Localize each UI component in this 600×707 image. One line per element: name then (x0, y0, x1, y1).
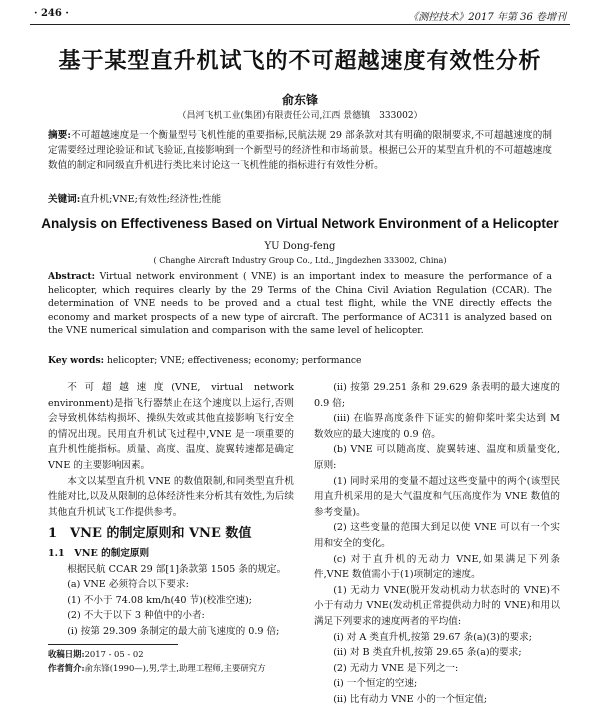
clause-a2-ii: (ii) 按第 29.251 条和 29.629 条表明的最大速度的 0.9 倍; (314, 382, 560, 409)
bio-text: 俞东锋(1990—),男,学士,助理工程师,主要研究方 (84, 663, 266, 673)
clause-c2-i: (i) 一个恒定的空速; (333, 678, 418, 690)
clause-a2-i: (i) 按第 29.309 条制定的最大前飞速度的 0.9 倍; (67, 625, 280, 637)
author-chinese: 俞东锋 (281, 93, 318, 107)
clause-c: (c) 对于直升机的无动力 VNE,如果满足下列条件,VNE 数值需小于(1)项制定的速度。 (314, 553, 560, 581)
keywords-label-cn: 关键词: (48, 194, 81, 205)
title-chinese: 基于某型直升机试飞的不可超越速度有效性分析 (58, 48, 542, 74)
abstract-english (48, 270, 552, 338)
keywords-text-en: helicopter; VNE; effectiveness; economy; performance (106, 355, 362, 366)
clause-b1: (1) 同时采用的变量不超过这些变量中的两个(该型民用直升机采用的是大气温度和气压高度作为 VNE 数值的参考变量)。 (314, 475, 560, 518)
clause-b2: (2) 这些变量的范围大到足以使 VNE 可以有一个实用和安全的变化。 (314, 522, 560, 549)
keywords-text-cn: 直升机;VNE;有效性;经济性;性能 (80, 194, 222, 205)
clause-a: (a) VNE 必须符合以下要求: (67, 579, 189, 591)
abstract-label-en: Abstract: (48, 271, 95, 282)
affiliation-chinese: （昌河飞机工业(集团)有限责任公司,江西 景德镇 333002） (177, 111, 423, 121)
footnote-divider (48, 644, 178, 645)
intro-paragraph-2: 本文以某型直升机 VNE 的数值限制,和同类型直升机性能对比,以及从限制的总体经济性来分析其有效性,为后续其他直升机试飞工作提供参考。 (48, 475, 294, 518)
abstract-text-en: Virtual network environment ( VNE) is an important index to measure the performance of a helicopter, which requires clearly by the 29 Terms of the China Civil Aviation Regulation (CCAR). The determination of VNE needs to be proved and a ctual test flight, while the VNE directly effects the economy and market prospects of a new type of aircraft. The performance of AC311 is analyzed based on the VNE numerical simulation and comparison with the same level of helicopter. (48, 271, 553, 336)
clause-c2-ii: (ii) 比有动力 VNE 小的一个恒定值; (333, 693, 488, 705)
received-label: 收稿日期: (48, 649, 85, 659)
clause-a2-iii: (iii) 在临界高度条件下证实的俯仰桨叶桨尖达到 M 数效应的最大速度的 0.9 倍。 (314, 413, 560, 440)
section-heading-1: 1 VNE 的制定原则和 VNE 数值 (48, 526, 252, 542)
abstract-chinese (48, 128, 552, 173)
body-paragraph: 根据民航 CCAR 29 部[1]条款第 1505 条的规定。 (67, 563, 287, 575)
bio-label: 作者简介: (48, 663, 85, 673)
abstract-text-cn: 不可超越速度是一个衡量型号飞机性能的重要指标,民航法规 29 部条款对其有明确的限制要求,不可超越速度的制定需要经过理论验证和试飞验证,直接影响到一个新型号的经济性和市场前景。根据已公开的某型直升机的不可超越速度数值的制定和同级直升机进行类比来讨论这一飞机性能的指标进行有效性分析。 (48, 130, 553, 171)
journal-name: 《测控技术》2017 年第 36 卷增刊 (408, 12, 566, 23)
author-english: YU Dong-feng (264, 241, 336, 252)
body-column-left (48, 380, 294, 640)
keywords-chinese (48, 191, 552, 205)
clause-c2: (2) 无动力 VNE 是下列之一: (333, 662, 459, 674)
abstract-label-cn: 摘要: (48, 130, 71, 141)
body-column-right (314, 380, 560, 707)
running-header (30, 8, 570, 25)
affiliation-english: ( Changhe Aircraft Industry Group Co., Ltd., Jingdezhen 333002, China) (153, 256, 447, 265)
footnote-received (48, 648, 294, 661)
clause-c1: (1) 无动力 VNE(脱开发动机动力状态时的 VNE)不小于有动力 VNE(发动机正常提供动力时的 VNE)和用以满足下列要求的速度两者的平均值: (314, 584, 560, 627)
keywords-label-en: Key words: (48, 355, 105, 366)
clause-c1-i: (i) 对 A 类直升机,按第 29.67 条(a)(3)的要求; (333, 631, 532, 643)
subsection-heading-1-1: 1.1 VNE 的制定原则 (48, 547, 150, 559)
title-english: Analysis on Effectiveness Based on Virtual Network Environment of a Helicopter (41, 216, 559, 231)
intro-paragraph-1: 不可超越速度(VNE, virtual network environment)是指飞行器禁止在这个速度以上运行,否则会导致机体结构损坏、操纵失效或其他直接影响飞行安全的情况出现。民用直升机试飞过程中,VNE 是一项重要的直升机性能指标。质量、高度、温度、旋翼转速都是确定 VNE 的主要影响因素。 (48, 382, 294, 471)
clause-c1-ii: (ii) 对 B 类直升机,按第 29.65 条(a)的要求; (333, 647, 522, 659)
clause-a2: (2) 不大于以下 3 种值中的小者: (67, 610, 205, 622)
clause-b: (b) VNE 可以随高度、旋翼转速、温度和质量变化,原则: (314, 444, 560, 471)
received-date: 2017 - 05 - 02 (84, 649, 144, 659)
clause-a1: (1) 不小于 74.08 km/h(40 节)(校准空速); (67, 594, 252, 606)
page-number: · 246 · (34, 8, 69, 19)
footnote-author-bio (48, 662, 294, 675)
keywords-english (48, 355, 552, 366)
